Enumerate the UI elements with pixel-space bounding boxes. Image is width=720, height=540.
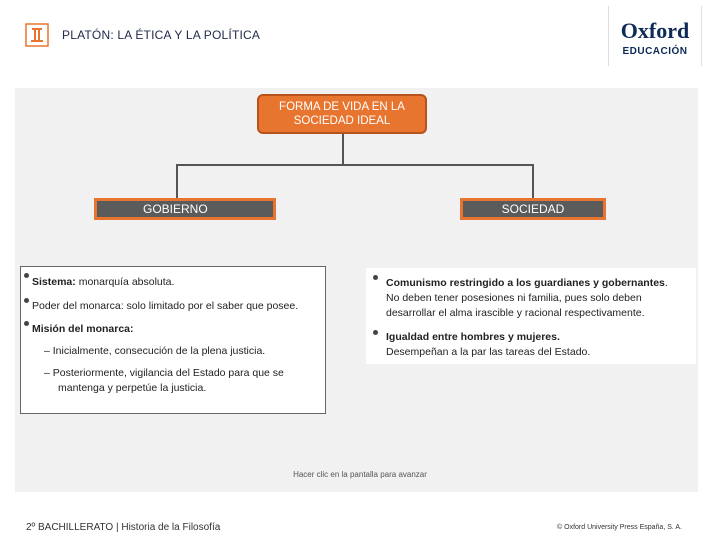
- footer-copyright: © Oxford University Press España, S. A.: [557, 524, 682, 531]
- bullet-dot: [24, 273, 29, 278]
- bullet-label: Comunismo restringido a los guardianes y gobernantes: [386, 277, 665, 289]
- mision-dash-1: – Inicialmente, consecución de la plena justicia.: [44, 345, 266, 357]
- bullet-text: monarquía absoluta.: [75, 276, 175, 288]
- mision-dash-2-cont: mantenga y perpetúe la justicia.: [58, 382, 207, 394]
- bullet-dot: [24, 298, 29, 303]
- oxford-logo: [608, 6, 702, 66]
- connector-horizontal: [176, 164, 534, 166]
- gobierno-node: GOBIERNO: [94, 198, 276, 220]
- bullet-label: Sistema:: [32, 276, 76, 288]
- mision-dash-2: – Posteriormente, vigilancia del Estado para que se: [44, 367, 284, 379]
- sociedad-bullet-igualdad: Igualdad entre hombres y mujeres.: [386, 331, 560, 343]
- header: [0, 0, 720, 72]
- gobierno-bullet-poder: Poder del monarca: solo limitado por el saber que posee.: [32, 300, 299, 312]
- logo-wordmark: Oxford: [620, 18, 690, 43]
- connector-left-down: [176, 164, 178, 200]
- comunismo-line-2: No deben tener posesiones ni familia, pues solo deben: [386, 292, 642, 304]
- logo-subtitle: EDUCACIÓN: [622, 46, 688, 57]
- bullet-end: .: [664, 277, 668, 289]
- root-node: FORMA DE VIDA EN LA SOCIEDAD IDEAL: [257, 94, 427, 134]
- column-emblem-icon: [24, 22, 50, 48]
- footer: [0, 510, 720, 540]
- gobierno-bullet-sistema: [32, 275, 174, 290]
- sociedad-node: SOCIEDAD: [460, 198, 606, 220]
- connector-right-down: [532, 164, 534, 200]
- footer-course: 2º BACHILLERATO | Historia de la Filosofía: [26, 522, 221, 533]
- gobierno-bullet-mision: Misión del monarca:: [32, 323, 134, 335]
- bullet-dot: [24, 321, 29, 326]
- sociedad-bullet-comunismo: [386, 276, 668, 291]
- comunismo-line-3: desarrollar el alma irascible y racional respectivamente.: [386, 307, 645, 319]
- bullet-dot: [373, 275, 378, 280]
- igualdad-line-2: Desempeñan a la par las tareas del Estado.: [386, 346, 591, 358]
- page-title: PLATÓN: LA ÉTICA Y LA POLÍTICA: [62, 28, 261, 42]
- advance-hint: Hacer clic en la pantalla para avanzar: [293, 470, 427, 479]
- bullet-dot: [373, 330, 378, 335]
- connector-root-down: [342, 134, 344, 164]
